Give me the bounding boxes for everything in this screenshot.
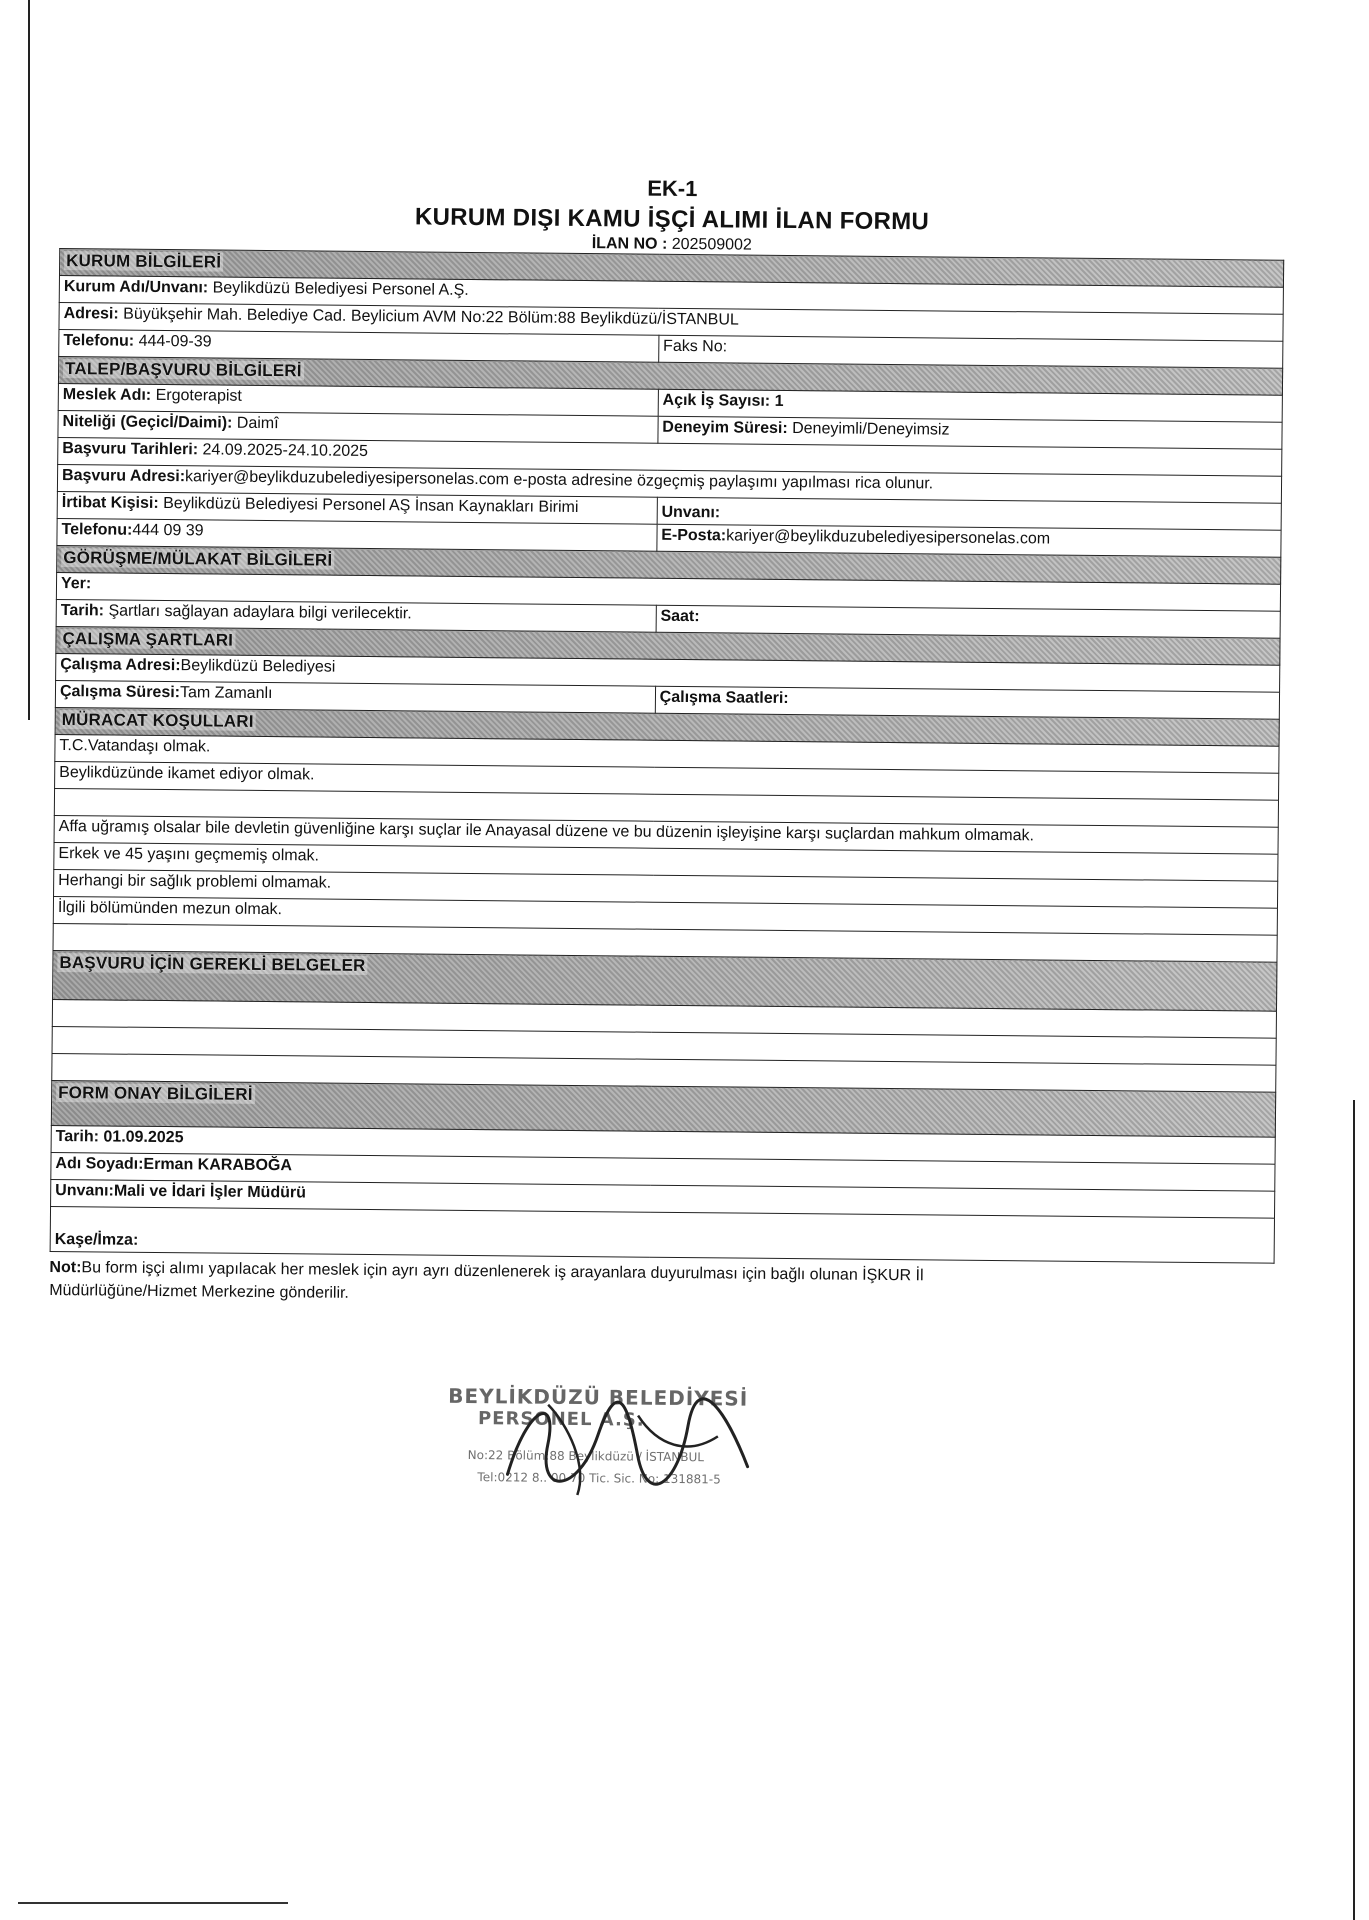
gorusme-tarih-cell: Tarih: Şartları sağlayan adaylara bilgi verilecektir. (56, 599, 656, 632)
form-page (49, 170, 1285, 1487)
onay-unvan-row: Unvanı:Mali ve İdari İşler Müdürü (51, 1179, 1275, 1218)
section-onay: FORM ONAY BİLGİLERİ (51, 1080, 1275, 1137)
onay-ad-row: Adı Soyadı:Erman KARABOĞA (51, 1152, 1275, 1191)
onay-kase-row: Kaşe/İmza: (50, 1206, 1274, 1263)
footer-note: Not:Bu form işçi alımı yapılacak her meslek için ayrı ayrı düzenlenerek iş arayanlara duyurulması için bağlı olunan İŞKUR İl Müdürlüğüne/Hizmet Merkezine gönderilir. (49, 1258, 924, 1303)
deneyim-cell: Deneyim Süresi: Deneyimli/Deneyimsiz (658, 416, 1282, 449)
gorusme-saat-cell: Saat: (656, 605, 1280, 638)
stamp-line-4: Tel:0212 8.. 00 70 Tic. Sic. No: 131881-5 (477, 1470, 721, 1487)
stamp-line-3: No:22 Bölüm:88 Beylikdüzü / İSTANBUL (467, 1447, 705, 1465)
irtibat-eposta-cell: E-Posta:kariyer@beylikduzubelediyesipersonelas.com (657, 524, 1281, 557)
muracat-item: Beylikdüzünde ikamet ediyor olmak. (55, 761, 1279, 800)
meslek-cell: Meslek Adı: Ergoterapist (58, 383, 658, 416)
section-muracat: MÜRACAT KOŞULLARI (55, 707, 1279, 746)
gorusme-yer-row: Yer: (56, 572, 1280, 611)
section-talep: TALEP/BAŞVURU BİLGİLERİ (58, 356, 1282, 395)
signature-icon (487, 1384, 768, 1507)
calisma-saat-cell: Çalışma Saatleri: (655, 686, 1279, 719)
basvuru-adres-row: Başvuru Adresi:kariyer@beylikduzubelediyesipersonelas.com e-posta adresine özgeçmiş paylaşımı yapılması rica olunur. (57, 464, 1281, 503)
calisma-sure-cell: Çalışma Süresi:Tam Zamanlı (55, 680, 655, 713)
section-kurum: KURUM BİLGİLERİ (59, 249, 1283, 288)
kurum-ad-row: Kurum Adı/Unvanı: Beylikdüzü Belediyesi Personel A.Ş. (59, 275, 1283, 314)
section-belgeler: BAŞVURU İÇİN GEREKLİ BELGELER (53, 950, 1277, 1011)
kurum-adres-row: Adresi: Büyükşehir Mah. Belediye Cad. Beylicium AVM No:22 Bölüm:88 Beylikdüzü/İSTANBUL (59, 302, 1283, 341)
irtibat-tel-cell: Telefonu:444 09 39 (57, 518, 657, 551)
muracat-item: Erkek ve 45 yaşını geçmemiş olmak. (54, 842, 1278, 881)
company-stamp (447, 1384, 848, 1508)
scan-edge-right (1353, 1100, 1355, 1920)
ilan-label: İLAN NO : (591, 235, 668, 253)
muracat-item: İlgili bölümünden mezun olmak. (53, 896, 1277, 935)
stamp-line-1: BEYLİKDÜZÜ BELEDİYESİ (448, 1383, 749, 1411)
section-calisma: ÇALIŞMA ŞARTLARI (56, 626, 1280, 665)
onay-tarih-row: Tarih: 01.09.2025 (51, 1125, 1275, 1164)
form-header (59, 170, 1285, 260)
calisma-adres-row: Çalışma Adresi:Beylikdüzü Belediyesi (56, 653, 1280, 692)
muracat-item: T.C.Vatandaşı olmak. (55, 734, 1279, 773)
irtibat-unvan-cell: Unvanı: (657, 497, 1281, 530)
basvuru-tarih-row: Başvuru Tarihleri: 24.09.2025-24.10.2025 (58, 437, 1282, 476)
muracat-item: Affa uğramış olsalar bile devletin güvenliğine karşı suçlar ile Anayasal düzene ve bu düzenin işleyişine karşı suçlardan mahkum olmamak. (54, 815, 1278, 854)
annex-label: EK-1 (647, 175, 698, 202)
kurum-tel-cell: Telefonu: 444-09-39 (59, 329, 659, 362)
form-title: KURUM DIŞI KAMU İŞÇİ ALIMI İLAN FORMU (414, 203, 930, 236)
irtibat-cell: İrtibat Kişisi: Beylikdüzü Belediyesi Personel AŞ İnsan Kaynakları Birimi (57, 491, 657, 524)
muracat-item: Herhangi bir sağlık problemi olmamak. (54, 869, 1278, 908)
ilan-value: 202509002 (671, 235, 752, 254)
kurum-faks-cell: Faks No: (658, 335, 1282, 368)
nitelik-cell: Niteliği (Geçicİ/Daimi): Daimî (58, 410, 658, 443)
form-table (50, 248, 1285, 1264)
scan-edge-left (28, 0, 30, 720)
acik-is-cell: Açık İş Sayısı: 1 (658, 389, 1282, 422)
scan-edge-bottom (18, 1902, 288, 1904)
stamp-line-2: PERSONEL A.Ş. (477, 1408, 645, 1431)
section-gorusme: GÖRÜŞME/MÜLAKAT BİLGİLERİ (57, 545, 1281, 584)
